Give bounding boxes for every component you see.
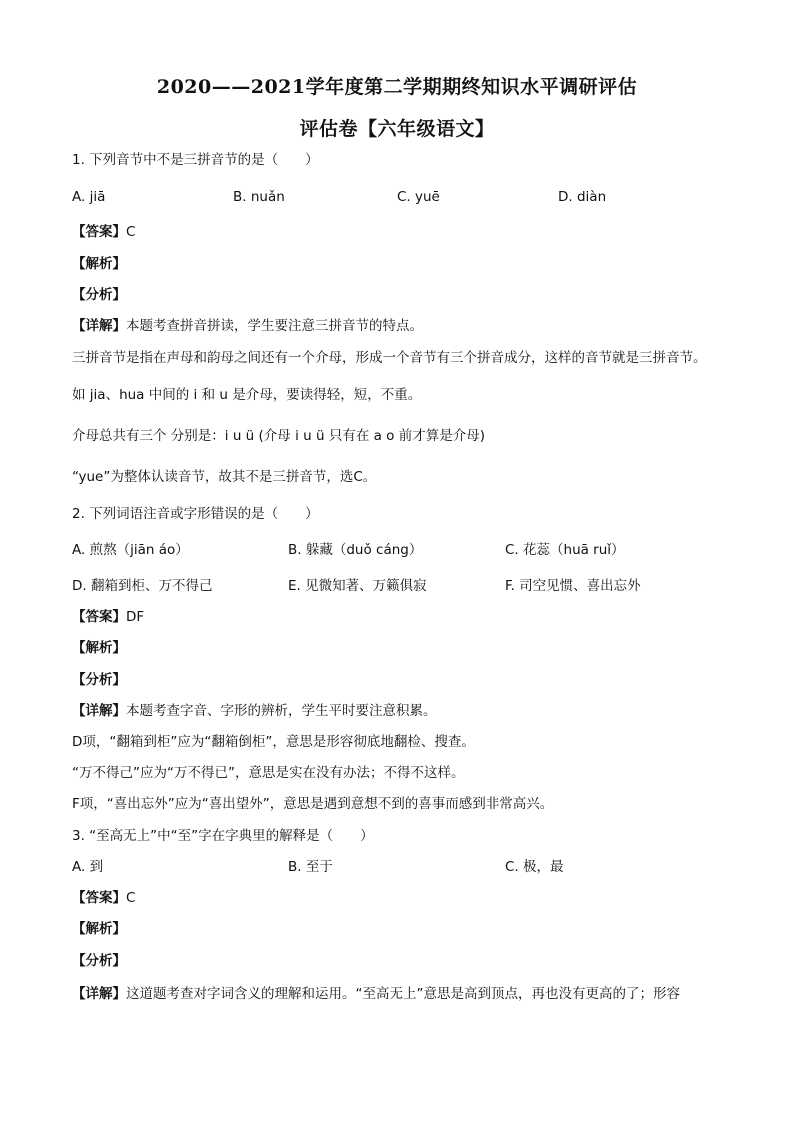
detail-label: 【详解】 — [72, 703, 126, 719]
q2-option-b: B. 躲藏（duǒ cáng） — [288, 542, 423, 558]
q2-detail-text: 本题考查字音、字形的辨析，学生平时要注意积累。 — [126, 703, 437, 719]
q3-detail-text: 这道题考查对字词含义的理解和运用。“至高无上”意思是高到顶点，再也没有更高的了；形容 — [126, 986, 680, 1002]
detail-label: 【详解】 — [72, 986, 126, 1002]
q3-option-b: B. 至于 — [288, 859, 333, 875]
q1-explain-3: 介母总共有三个 分别是：i u ü (介母 i u ü 只有在 a o 前才算是介母) — [72, 428, 485, 444]
answer-label: 【答案】 — [72, 890, 126, 906]
q2-explain-3: F项，“喜出忘外”应为“喜出望外”，意思是遇到意想不到的喜事而感到非常高兴。 — [72, 796, 554, 812]
q1-answer-value: C — [126, 224, 136, 240]
q1-option-d: D. diàn — [558, 189, 607, 205]
q2-option-f: F. 司空见惯、喜出忘外 — [505, 578, 641, 594]
question-2: 2. 下列词语注音或字形错误的是（ ） — [72, 506, 319, 522]
q2-option-c: C. 花蕊（huā ruǐ） — [505, 542, 625, 558]
question-1: 1. 下列音节中不是三拼音节的是（ ） — [72, 152, 319, 168]
q2-option-e: E. 见微知著、万籁俱寂 — [288, 578, 427, 594]
q2-answer-value: DF — [126, 609, 145, 625]
answer-label: 【答案】 — [72, 609, 126, 625]
q2-option-a: A. 煎熬（jiān áo） — [72, 542, 189, 558]
q1-analysis-label: 【解析】 — [72, 256, 126, 272]
q1-explain-2: 如 jia、hua 中间的 i 和 u 是介母，要读得轻，短，不重。 — [72, 387, 422, 403]
question-3: 3. “至高无上”中“至”字在字典里的解释是（ ） — [72, 828, 374, 844]
answer-label: 【答案】 — [72, 224, 126, 240]
detail-label: 【详解】 — [72, 318, 126, 334]
q1-detail-text: 本题考查拼音拼读，学生要注意三拼音节的特点。 — [126, 318, 423, 334]
q2-analysis-label: 【解析】 — [72, 640, 126, 656]
q2-fenxi-label: 【分析】 — [72, 672, 126, 688]
q1-fenxi-label: 【分析】 — [72, 287, 126, 303]
q1-explain-1: 三拼音节是指在声母和韵母之间还有一个介母，形成一个音节有三个拼音成分，这样的音节就是三拼音节。 — [72, 350, 707, 366]
q3-detail — [72, 985, 680, 1003]
q3-analysis-label: 【解析】 — [72, 921, 126, 937]
q1-option-c: C. yuē — [397, 189, 440, 205]
q2-explain-1: D项，“翻箱到柜”应为“翻箱倒柜”，意思是形容彻底地翻检、搜查。 — [72, 734, 475, 750]
q3-option-c: C. 极，最 — [505, 859, 564, 875]
q3-option-a: A. 到 — [72, 859, 104, 875]
q1-option-b: B. nuǎn — [233, 189, 285, 205]
q2-answer — [72, 608, 144, 626]
q1-detail — [72, 317, 423, 335]
q1-option-a: A. jiā — [72, 189, 106, 205]
document-subtitle: 评估卷【六年级语文】 — [299, 118, 495, 140]
q1-explain-4: “yue”为整体认读音节，故其不是三拼音节，选C。 — [72, 469, 377, 485]
document-title: 2020——2021学年度第二学期期终知识水平调研评估 — [156, 76, 638, 98]
q1-answer — [72, 223, 135, 241]
q2-option-d: D. 翻箱到柜、万不得己 — [72, 578, 213, 594]
q3-fenxi-label: 【分析】 — [72, 953, 126, 969]
q3-answer-value: C — [126, 890, 136, 906]
q3-answer — [72, 889, 135, 907]
q2-explain-2: “万不得己”应为“万不得已”，意思是实在没有办法；不得不这样。 — [72, 765, 465, 781]
q2-detail — [72, 702, 437, 720]
